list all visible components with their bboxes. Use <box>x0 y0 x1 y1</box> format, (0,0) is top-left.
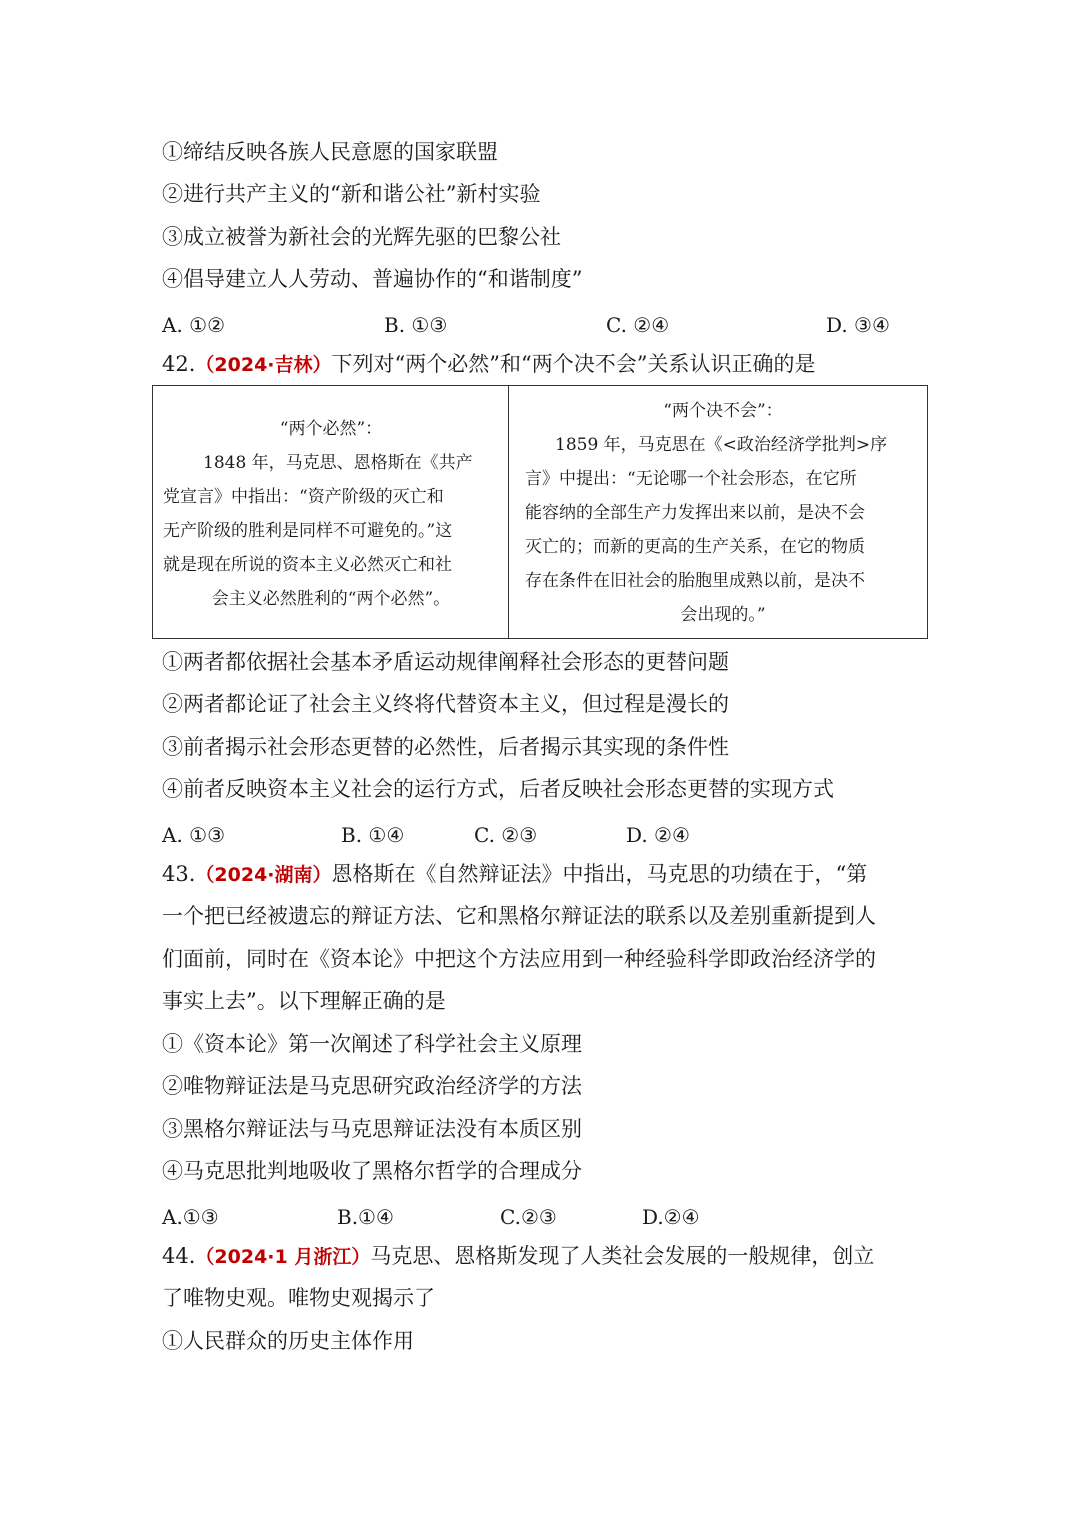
q41-item-3: ③成立被誉为新社会的光辉先驱的巴黎公社 <box>162 225 561 249</box>
q42-option-b: B. ①④ <box>341 823 405 847</box>
right-quote-line: 会出现的。” <box>680 605 766 625</box>
q44-stem-text: 马克思、恩格斯发现了人类社会发展的一般规律，创立 <box>370 1244 875 1268</box>
right-quote-line: 存在条件在旧社会的胎胞里成熟以前，是决不 <box>525 571 865 591</box>
q43-number: 43. <box>162 862 196 886</box>
q43-option-b: B.①④ <box>337 1205 394 1229</box>
q41-item-4: ④倡导建立人人劳动、普遍协作的“和谐制度” <box>162 267 583 291</box>
left-quote-title: “两个必然”： <box>279 419 383 439</box>
left-quote-cell <box>163 412 499 616</box>
q43-stem-text: 恩格斯在《自然辩证法》中指出，马克思的功绩在于，“第 <box>331 862 868 886</box>
q43-option-a: A.①③ <box>162 1205 219 1229</box>
right-quote-cell <box>525 394 921 632</box>
q43-stem-line-3: 们面前，同时在《资本论》中把这个方法应用到一种经验科学即政治经济学的 <box>162 947 876 971</box>
q42-stem-text: 下列对“两个必然”和“两个决不会”关系认识正确的是 <box>331 352 816 376</box>
q41-option-a: A. ①② <box>162 313 226 337</box>
q42-option-d: D. ②④ <box>626 823 690 847</box>
right-quote-line: 能容纳的全部生产力发挥出来以前，是决不会 <box>525 503 865 523</box>
q42-item-4: ④前者反映资本主义社会的运行方式，后者反映社会形态更替的实现方式 <box>162 777 834 801</box>
q42-item-1: ①两者都依据社会基本矛盾运动规律阐释社会形态的更替问题 <box>162 650 729 674</box>
q43-item-2: ②唯物辩证法是马克思研究政治经济学的方法 <box>162 1074 582 1098</box>
q43-option-d: D.②④ <box>642 1205 700 1229</box>
q43-item-4: ④马克思批判地吸收了黑格尔哲学的合理成分 <box>162 1159 582 1183</box>
left-quote-line: 会主义必然胜利的“两个必然”。 <box>211 589 451 609</box>
q43-stem-line-1 <box>162 860 867 889</box>
q42-item-3: ③前者揭示社会形态更替的必然性，后者揭示其实现的条件性 <box>162 735 729 759</box>
q41-item-2: ②进行共产主义的“新和谐公社”新村实验 <box>162 182 541 206</box>
q43-stem-line-4: 事实上去”。以下理解正确的是 <box>162 989 446 1013</box>
left-quote-line: 党宣言》中指出：“资产阶级的灭亡和 <box>163 487 444 507</box>
q43-item-1: ①《资本论》第一次阐述了科学社会主义原理 <box>162 1032 582 1056</box>
q42-option-c: C. ②③ <box>474 823 538 847</box>
left-quote-line: 无产阶级的胜利是同样不可避免的。”这 <box>163 521 453 541</box>
q41-option-c: C. ②④ <box>606 313 670 337</box>
q41-option-d: D. ③④ <box>826 313 890 337</box>
q42-option-a: A. ①③ <box>162 823 226 847</box>
q42-number: 42. <box>162 352 196 376</box>
q42-source: （2024·吉林） <box>195 354 332 376</box>
q42-item-2: ②两者都论证了社会主义终将代替资本主义，但过程是漫长的 <box>162 692 729 716</box>
q43-stem-line-2: 一个把已经被遗忘的辩证方法、它和黑格尔辩证法的联系以及差别重新提到人 <box>162 904 876 928</box>
q44-stem-line-1 <box>162 1242 874 1271</box>
q43-item-3: ③黑格尔辩证法与马克思辩证法没有本质区别 <box>162 1117 582 1141</box>
q43-source: （2024·湖南） <box>195 864 332 886</box>
right-quote-line: 言》中提出：“无论哪一个社会形态，在它所 <box>525 469 857 489</box>
q42-stem <box>162 350 815 379</box>
q41-option-b: B. ①③ <box>384 313 448 337</box>
quote-table <box>152 385 928 639</box>
left-quote-line: 1848 年，马克思、恩格斯在《共产 <box>203 453 473 473</box>
q44-item-1: ①人民群众的历史主体作用 <box>162 1329 414 1353</box>
left-quote-line: 就是现在所说的资本主义必然灭亡和社 <box>163 555 452 575</box>
right-quote-line: 1859 年，马克思在《<政治经济学批判>序 <box>555 435 888 455</box>
q43-option-c: C.②③ <box>500 1205 557 1229</box>
right-quote-title: “两个决不会”： <box>663 401 783 421</box>
q41-item-1: ①缔结反映各族人民意愿的国家联盟 <box>162 140 498 164</box>
q44-stem-line-2: 了唯物史观。唯物史观揭示了 <box>162 1286 435 1310</box>
right-quote-line: 灭亡的；而新的更高的生产关系，在它的物质 <box>525 537 865 557</box>
quote-table-divider <box>508 386 509 638</box>
q44-number: 44. <box>162 1244 196 1268</box>
q44-source: （2024·1 月浙江） <box>195 1246 371 1268</box>
